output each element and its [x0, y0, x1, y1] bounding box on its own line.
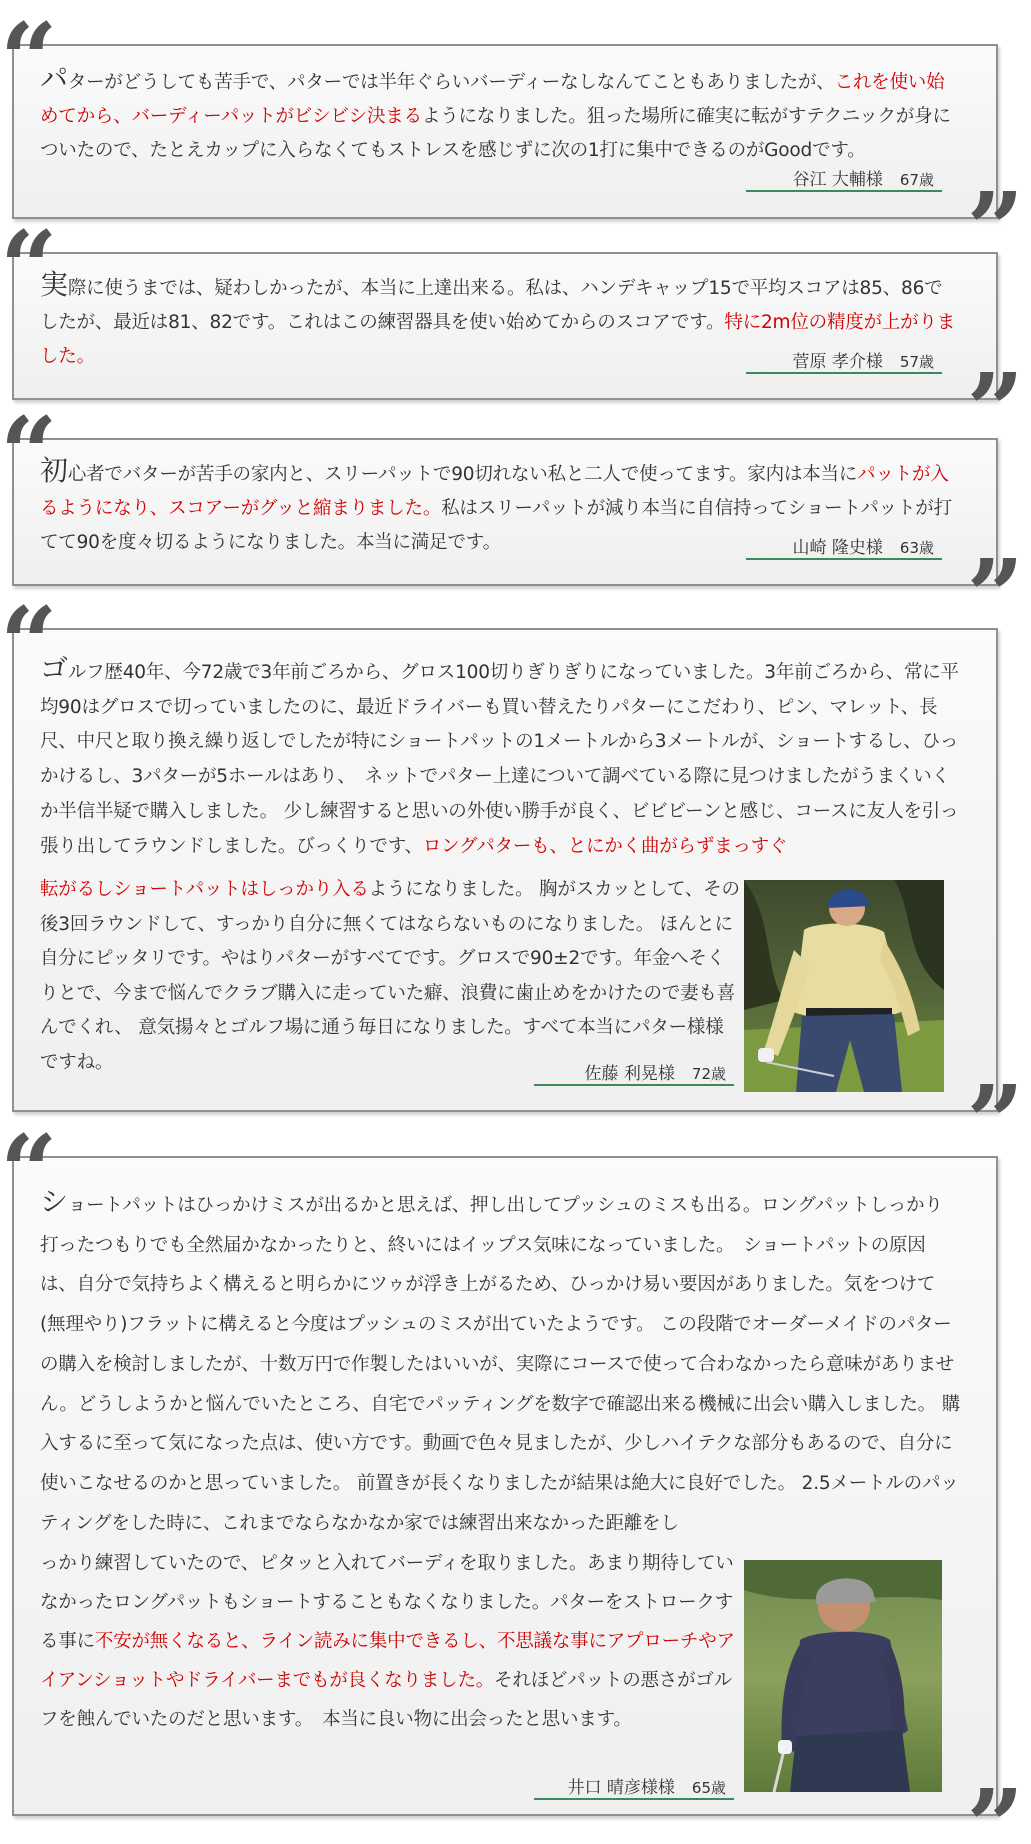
close-quote-icon: ”	[966, 1080, 1024, 1140]
text-part: それほどパットの悪さがゴルフを蝕んでいたのだと思います。 本当に良い物に出会ったと思います。	[40, 1670, 732, 1730]
text-part: ようになりました。狙った場所に確実に転がすテクニックが身についたので、たとえカップに入らなくてもストレスを感じずに次の1打に集中できるのがGoodです。	[40, 106, 951, 161]
first-char: 実	[40, 268, 68, 301]
close-quote-icon: ”	[966, 1784, 1024, 1844]
customer-signature	[534, 1776, 734, 1800]
testimonial-card-1	[12, 44, 1024, 247]
text-part: ョートパットはひっかけミスが出るかと思えば、押し出してプッシュのミスも出る。ロングパットしっかり打ったつもりでも全然届かなかったりと、終いにはイップス気味になっていました。 ショートパットの原因は、自分で気持ちよく構えると明らかにツゥが浮き上がるため、ひっかけ易い要因がありました。気をつけて(無理やり)フラットに構えると今度はプッシュのミスが出ていたようです。 この段階でオーダーメイドのパターの購入を検討しましたが、十数万円で作製したはいいが、実際にコースで使って合わなかったら意味がありません。どうしようかと悩んでいたところ、自宅でパッティングを数字で確認出来る機械に出会い購入しました。 購入するに至って気になった点は、使い方です。動画で色々見ましたが、少しハイテクな部分もあるので、自分に使いこなせるのかと思っていました。 前置きが長くなりましたが結果は絶大に良好でした。 2.5メートルのパッティングをした時に、これまでならなかなか家では練習出来なかった距離をし	[40, 1195, 960, 1534]
testimonial-text-cont	[40, 873, 740, 1080]
open-quote-icon	[0, 602, 58, 658]
customer-age: 72歳	[691, 1065, 726, 1083]
first-char: シ	[40, 1185, 68, 1218]
first-char: パ	[40, 62, 68, 95]
testimonial-text	[40, 652, 960, 864]
customer-signature	[746, 350, 942, 374]
testimonial-card-3	[12, 438, 1024, 614]
golfer-photo-2	[744, 1560, 942, 1792]
customer-name: 菅原 孝介様	[792, 352, 883, 372]
text-part: ようになりました。 胸がスカッとして、その後3回ラウンドして、すっかり自分に無くてはならないものになりました。 ほんとに自分にピッタリです。やはりパターがすべてです。グロスで90±2です。年金へそくりとで、今まで悩んでクラブ購入に走っていた癖、浪費に歯止めをかけたので妻も喜んでくれ、 意気揚々とゴルフ場に通う毎日になりました。すべて本当にパター様様ですね。	[40, 879, 740, 1073]
customer-age: 67歳	[899, 171, 934, 189]
golfer-photo-1	[744, 880, 944, 1092]
customer-signature	[534, 1062, 734, 1086]
highlight-text: 不安が無くなると、ライン読みに集中できるし、不思議な事にアプローチやアイアンショットやドライバーまでもが良くなりました。	[40, 1631, 735, 1691]
text-part: 私はスリーパットが減り本当に自信持ってショートパットが打てて90を度々切るようになりました。本当に満足です。	[40, 498, 952, 553]
testimonial-card-2	[12, 252, 1024, 428]
text-part: 心者でバターが苦手の家内と、スリーパットで90切れない私と二人で使ってます。家内は本当に	[67, 464, 858, 485]
testimonial-text-cont	[40, 1544, 740, 1739]
close-quote-icon: ”	[966, 554, 1024, 614]
testimonial-text	[40, 1182, 960, 1543]
customer-age: 63歳	[899, 539, 934, 557]
open-quote-icon	[0, 1130, 58, 1186]
testimonial-card-5	[12, 1156, 1024, 1844]
highlight-text: 特に2m位の精度が上がりました。	[40, 312, 956, 367]
customer-name: 山崎 隆史様	[792, 538, 883, 558]
close-quote-icon: ”	[966, 187, 1024, 247]
customer-age: 57歳	[899, 353, 934, 371]
first-char: ゴ	[40, 652, 68, 685]
testimonial-text	[40, 62, 960, 168]
highlight-text: 転がるしショートパットはしっかり入る	[40, 879, 369, 900]
customer-name: 佐藤 利晃様	[584, 1064, 675, 1084]
text-part: ルフ歴40年、今72歳で3年前ごろから、グロス100切りぎりぎりになっていました。3年前ごろから、常に平均90はグロスで切っていましたのに、最近ドライバーも買い替えたりパターにこだわり、ピン、マレット、長尺、中尺と取り換え繰り返しでしたが特にショートパットの1メートルから3メートルが、ショートするし、ひっかけるし、3パターが5ホールはあり、 ネットでパター上達について調べている際に見つけましたがうまくいくか半信半疑で購入しました。 少し練習すると思いの外使い勝手が良く、ビビビーンと感じ、コースに友人を引っ張り出してラウンドしました。びっくりです、	[40, 662, 959, 857]
highlight-text: これを使い始めてから、バーディーパットがビシビシ決まる	[40, 72, 945, 127]
highlight-text: パットが入るようになり、スコアーがグッと縮まりました。	[40, 464, 949, 519]
text-part: っかり練習していたので、ピタッと入れてバーディを取りました。あまり期待していなかったロングパットもショートすることもなくなりました。パターをストロークする事に	[40, 1553, 734, 1652]
text-part: ターがどうしても苦手で、パターでは半年ぐらいバーディーなしなんてこともありましたが、	[67, 72, 835, 93]
close-quote-icon: ”	[966, 368, 1024, 428]
testimonial-card-4	[12, 628, 1024, 1140]
customer-name: 井口 晴彦様様	[567, 1778, 675, 1798]
first-char: 初	[40, 454, 68, 487]
text-part: 際に使うまでは、疑わしかったが、本当に上達出来る。私は、ハンデキャップ15で平均スコアは85、86でしたが、最近は81、82です。これはこの練習器具を使い始めてからのスコアです。	[40, 278, 943, 333]
customer-name: 谷江 大輔様	[792, 170, 883, 190]
customer-signature	[746, 168, 942, 192]
customer-age: 65歳	[691, 1779, 726, 1797]
highlight-text: ロングパターも、とにかく曲がらずまっすぐ	[422, 835, 788, 857]
customer-signature	[746, 536, 942, 560]
